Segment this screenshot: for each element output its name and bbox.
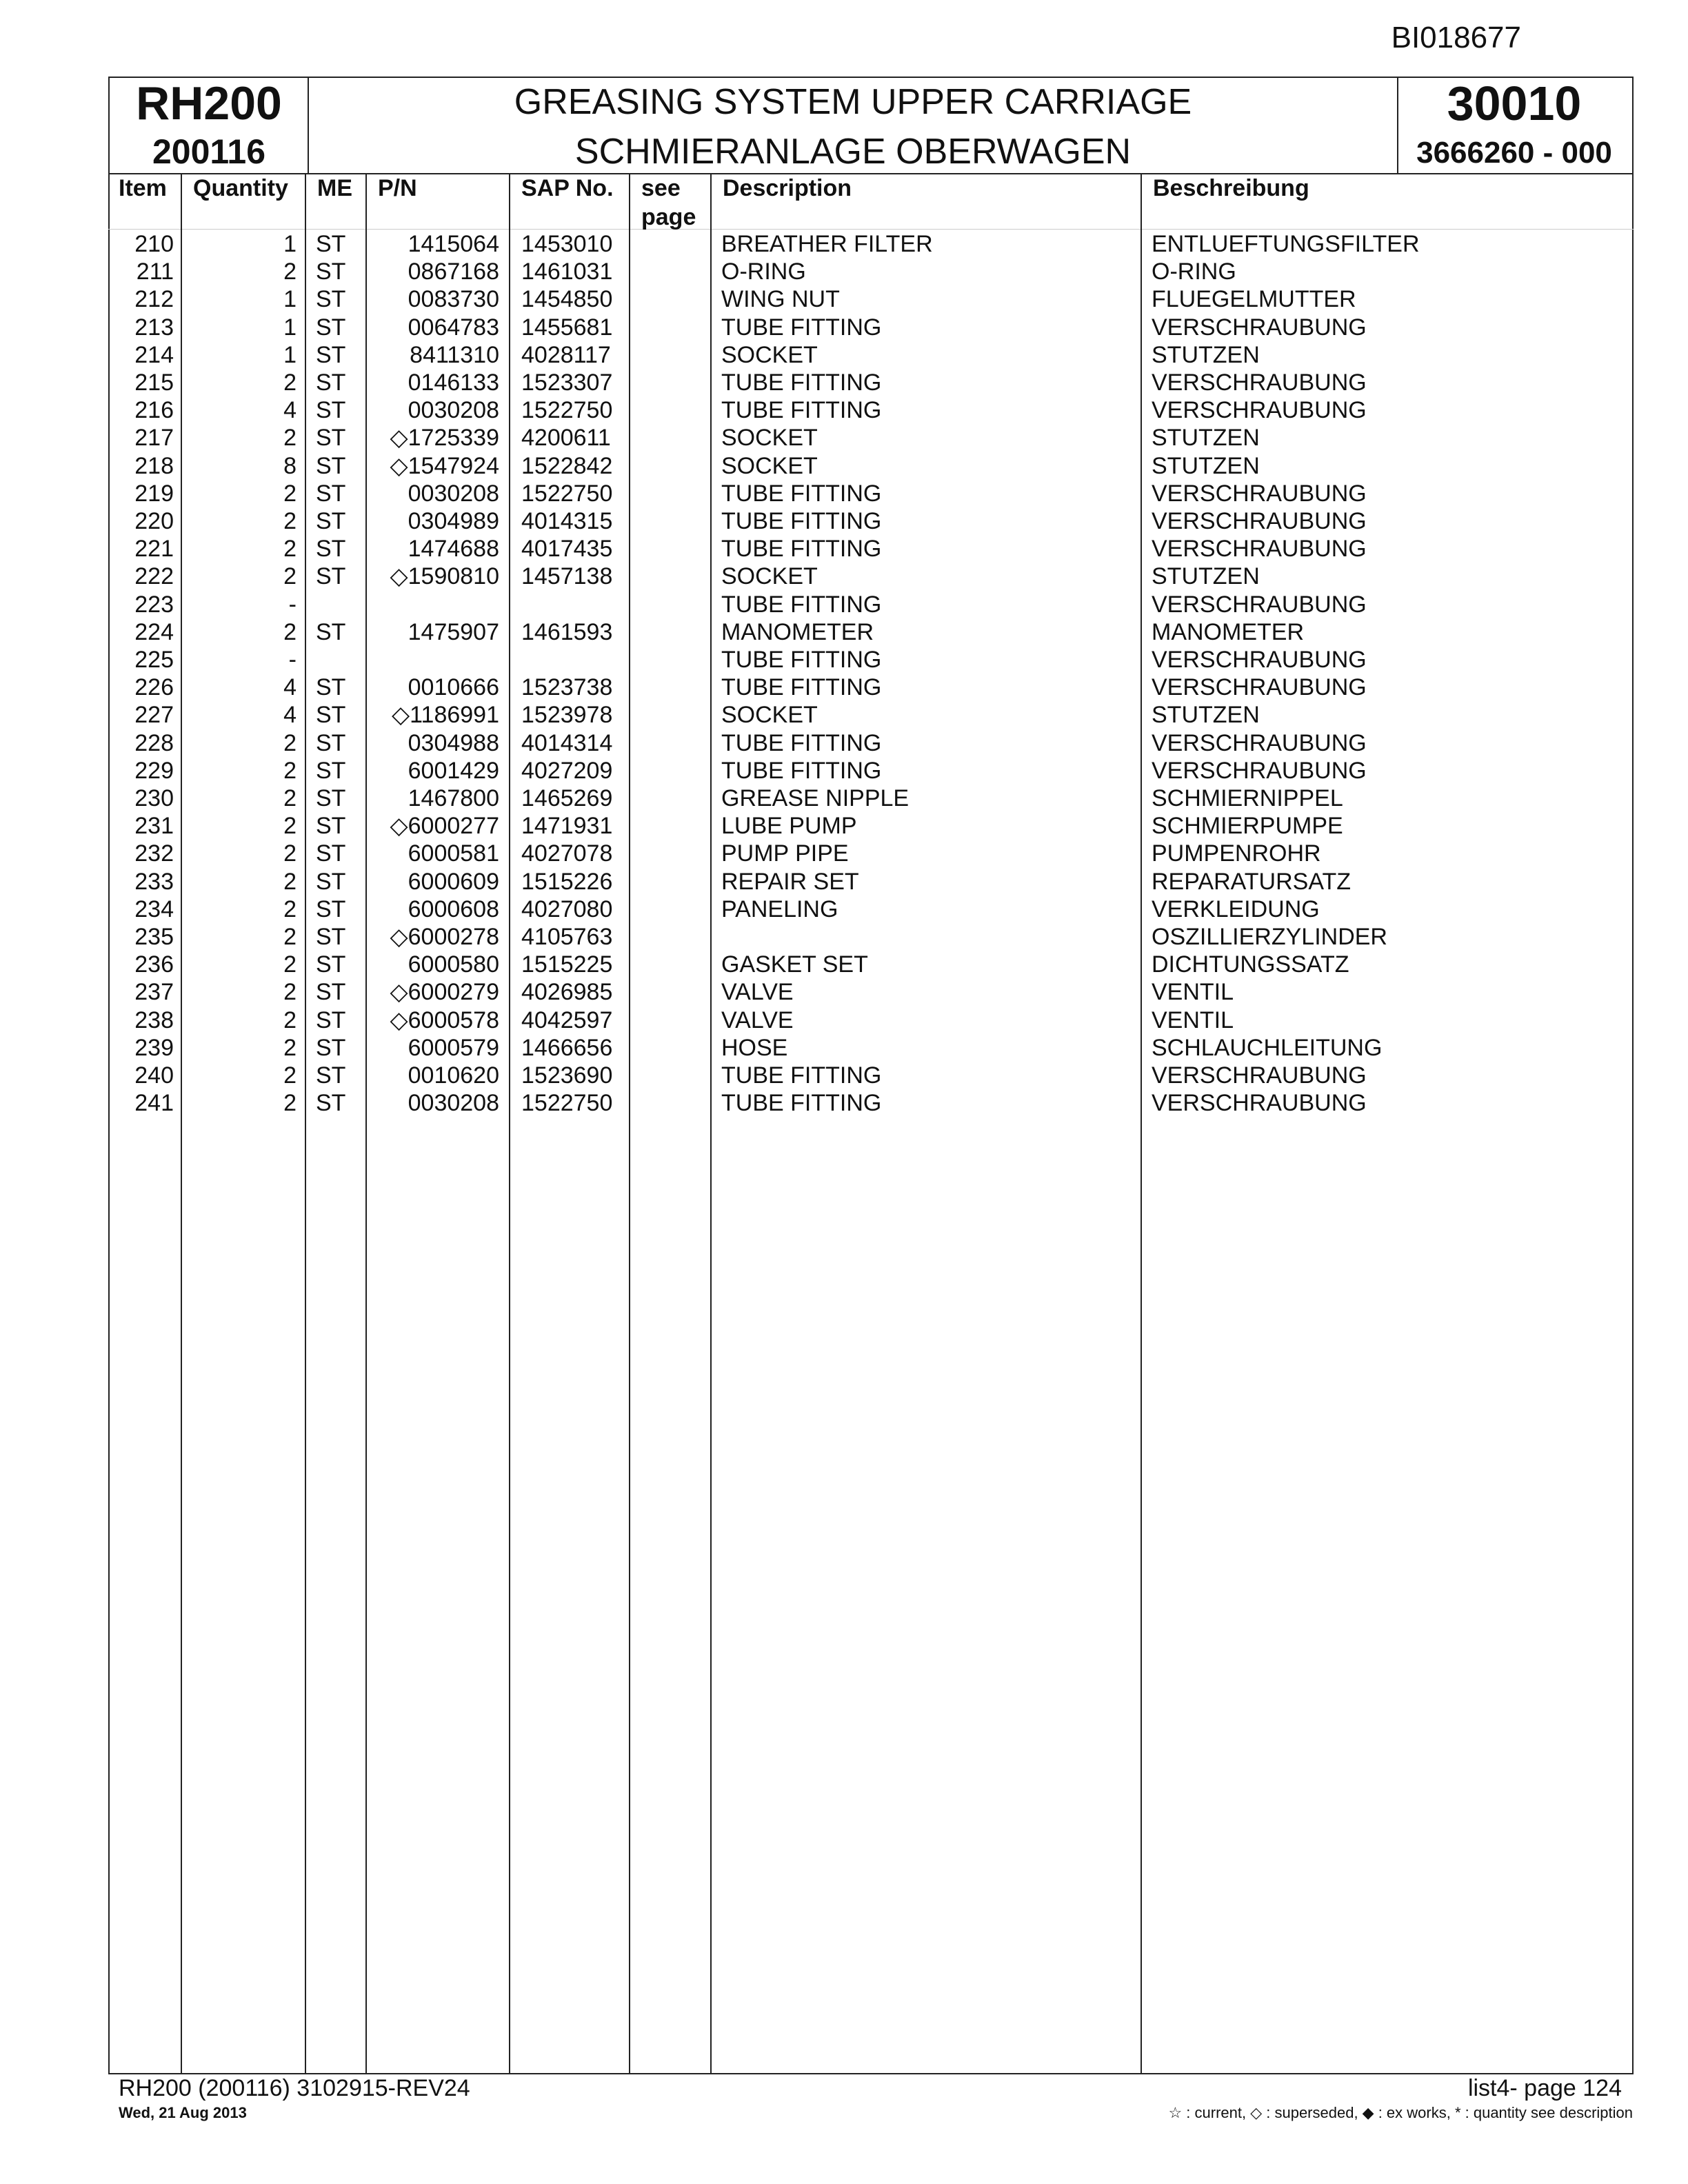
cell-beschreibung: PUMPENROHR <box>1152 840 1321 867</box>
cell-item: 226 <box>134 674 174 701</box>
cell-me: ST <box>316 314 346 341</box>
cell-pn: 0064783 <box>408 314 499 341</box>
cell-item: 223 <box>134 591 174 618</box>
cell-quantity: 2 <box>283 924 297 950</box>
cell-item: 231 <box>134 813 174 840</box>
column-divider <box>629 174 630 2074</box>
cell-beschreibung: VERSCHRAUBUNG <box>1152 1062 1367 1089</box>
cell-me: ST <box>316 286 346 313</box>
footer-date: Wed, 21 Aug 2013 <box>119 2104 247 2121</box>
cell-me: ST <box>316 508 346 534</box>
cell-sap: 4027209 <box>521 757 613 784</box>
cell-item: 219 <box>134 480 174 507</box>
cell-sap: 1522750 <box>521 397 613 424</box>
cell-sap: 1466656 <box>521 1034 613 1061</box>
cell-me: ST <box>316 951 346 978</box>
cell-me: ST <box>316 1007 346 1033</box>
cell-item: 232 <box>134 840 174 867</box>
cell-quantity: 2 <box>283 757 297 784</box>
cell-sap: 4027078 <box>521 840 613 867</box>
cell-beschreibung: O-RING <box>1152 259 1236 285</box>
cell-sap: 1453010 <box>521 231 613 257</box>
cell-description: SOCKET <box>721 452 818 479</box>
cell-quantity: 2 <box>283 1090 297 1117</box>
cell-pn: 0030208 <box>408 1090 499 1117</box>
cell-description: SOCKET <box>721 702 818 729</box>
cell-sap: 1522750 <box>521 1090 613 1117</box>
cell-me: ST <box>316 868 346 895</box>
cell-item: 230 <box>134 785 174 811</box>
cell-beschreibung: STUTZEN <box>1152 452 1260 479</box>
cell-me: ST <box>316 813 346 840</box>
cell-pn: 8411310 <box>410 341 499 368</box>
cell-quantity: 2 <box>283 979 297 1006</box>
cell-description: TUBE FITTING <box>721 757 882 784</box>
group-number: 30010 <box>1447 77 1582 130</box>
cell-sap: 1455681 <box>521 314 613 341</box>
cell-beschreibung: VERSCHRAUBUNG <box>1152 370 1367 396</box>
cell-beschreibung: VERSCHRAUBUNG <box>1152 536 1367 563</box>
cell-pn: 6000609 <box>408 868 499 895</box>
cell-pn: ◇6000578 <box>390 1007 499 1033</box>
cell-sap: 1523738 <box>521 674 613 701</box>
cell-beschreibung: VERSCHRAUBUNG <box>1152 729 1367 756</box>
cell-quantity: 2 <box>283 508 297 534</box>
cell-me: ST <box>316 480 346 507</box>
cell-description: WING NUT <box>721 286 840 313</box>
model-serial: 200116 <box>152 132 266 171</box>
cell-quantity: - <box>288 591 297 618</box>
cell-quantity: 1 <box>283 314 297 341</box>
cell-me: ST <box>316 536 346 563</box>
model-name: RH200 <box>136 77 282 130</box>
document-id: BI018677 <box>1391 21 1521 54</box>
cell-description: HOSE <box>721 1034 788 1061</box>
cell-quantity: 4 <box>283 397 297 424</box>
cell-pn: 6000580 <box>408 951 499 978</box>
cell-beschreibung: STUTZEN <box>1152 425 1260 452</box>
cell-description: GASKET SET <box>721 951 868 978</box>
cell-description: MANOMETER <box>721 618 874 645</box>
cell-beschreibung: SCHMIERPUMPE <box>1152 813 1343 840</box>
cell-sap: 1515226 <box>521 868 613 895</box>
cell-beschreibung: ENTLUEFTUNGSFILTER <box>1152 231 1420 257</box>
cell-beschreibung: VERSCHRAUBUNG <box>1152 757 1367 784</box>
column-header-page: page <box>641 204 696 230</box>
cell-beschreibung: REPARATURSATZ <box>1152 868 1352 895</box>
cell-quantity: 2 <box>283 951 297 978</box>
cell-sap: 1515225 <box>521 951 613 978</box>
cell-description: TUBE FITTING <box>721 508 882 534</box>
cell-pn: 6000579 <box>408 1034 499 1061</box>
footer-page-number: list4- page 124 <box>1467 2075 1622 2101</box>
cell-description: TUBE FITTING <box>721 314 882 341</box>
cell-me: ST <box>316 452 346 479</box>
cell-beschreibung: VERSCHRAUBUNG <box>1152 647 1367 673</box>
cell-me: ST <box>316 618 346 645</box>
cell-pn: 1467800 <box>408 785 499 811</box>
cell-description: TUBE FITTING <box>721 1090 882 1117</box>
cell-beschreibung: VERSCHRAUBUNG <box>1152 508 1367 534</box>
cell-description: TUBE FITTING <box>721 397 882 424</box>
cell-pn: ◇1590810 <box>390 563 499 590</box>
cell-me: ST <box>316 840 346 867</box>
cell-sap: 4014314 <box>521 729 613 756</box>
cell-quantity: 2 <box>283 480 297 507</box>
cell-sap: 1457138 <box>521 563 613 590</box>
cell-beschreibung: DICHTUNGSSATZ <box>1152 951 1349 978</box>
cell-description: SOCKET <box>721 563 818 590</box>
cell-pn: 6001429 <box>408 757 499 784</box>
cell-item: 238 <box>134 1007 174 1033</box>
column-header-line <box>108 229 1634 230</box>
cell-description: REPAIR SET <box>721 868 859 895</box>
cell-quantity: 2 <box>283 536 297 563</box>
cell-pn: 0010620 <box>408 1062 499 1089</box>
cell-description: SOCKET <box>721 341 818 368</box>
cell-pn: ◇6000277 <box>390 813 499 840</box>
cell-sap: 1465269 <box>521 785 613 811</box>
cell-description: SOCKET <box>721 425 818 452</box>
cell-item: 240 <box>134 1062 174 1089</box>
cell-pn: 6000581 <box>408 840 499 867</box>
cell-description: PUMP PIPE <box>721 840 849 867</box>
cell-quantity: 8 <box>283 452 297 479</box>
cell-quantity: 2 <box>283 425 297 452</box>
cell-quantity: 1 <box>283 286 297 313</box>
cell-pn: ◇1186991 <box>392 702 499 729</box>
cell-pn: ◇1725339 <box>390 425 499 452</box>
cell-quantity: 2 <box>283 729 297 756</box>
cell-item: 228 <box>134 729 174 756</box>
footer-legend: ☆ : current, ◇ : superseded, ◆ : ex works, * : quantity see description <box>1168 2104 1633 2121</box>
column-divider <box>305 174 306 2074</box>
column-divider <box>710 174 712 2074</box>
column-header-see: see <box>641 175 681 201</box>
cell-me: ST <box>316 1034 346 1061</box>
cell-sap: 4017435 <box>521 536 613 563</box>
cell-beschreibung: STUTZEN <box>1152 341 1260 368</box>
cell-sap: 4042597 <box>521 1007 613 1033</box>
cell-description: TUBE FITTING <box>721 536 882 563</box>
cell-me: ST <box>316 231 346 257</box>
cell-item: 237 <box>134 979 174 1006</box>
cell-pn: 0010666 <box>408 674 499 701</box>
cell-quantity: - <box>288 647 297 673</box>
cell-beschreibung: VERSCHRAUBUNG <box>1152 397 1367 424</box>
cell-description: BREATHER FILTER <box>721 231 933 257</box>
cell-description: O-RING <box>721 259 806 285</box>
cell-item: 229 <box>134 757 174 784</box>
cell-description: GREASE NIPPLE <box>721 785 910 811</box>
cell-beschreibung: VERSCHRAUBUNG <box>1152 480 1367 507</box>
cell-quantity: 2 <box>283 868 297 895</box>
cell-item: 210 <box>134 231 174 257</box>
cell-me: ST <box>316 729 346 756</box>
column-divider <box>509 174 510 2074</box>
cell-sap: 1523690 <box>521 1062 613 1089</box>
cell-pn: ◇6000278 <box>390 924 499 950</box>
column-divider <box>1141 174 1142 2074</box>
cell-beschreibung: VERSCHRAUBUNG <box>1152 314 1367 341</box>
cell-beschreibung: STUTZEN <box>1152 563 1260 590</box>
cell-beschreibung: SCHLAUCHLEITUNG <box>1152 1034 1383 1061</box>
cell-quantity: 1 <box>283 231 297 257</box>
footer-document-ref: RH200 (200116) 3102915-REV24 <box>119 2075 470 2101</box>
cell-pn: 0146133 <box>408 370 499 396</box>
cell-item: 239 <box>134 1034 174 1061</box>
cell-quantity: 2 <box>283 563 297 590</box>
cell-me: ST <box>316 370 346 396</box>
cell-quantity: 2 <box>283 618 297 645</box>
cell-sap: 4200611 <box>521 425 611 452</box>
cell-item: 218 <box>134 452 174 479</box>
column-header-quantity: Quantity <box>193 175 288 201</box>
cell-item: 213 <box>134 314 174 341</box>
cell-me: ST <box>316 924 346 950</box>
cell-quantity: 2 <box>283 840 297 867</box>
cell-pn: 1475907 <box>408 618 499 645</box>
column-header-item: Item <box>119 175 167 201</box>
cell-sap: 1522750 <box>521 480 613 507</box>
cell-description: TUBE FITTING <box>721 591 882 618</box>
cell-sap: 4026985 <box>521 979 613 1006</box>
cell-beschreibung: VERSCHRAUBUNG <box>1152 674 1367 701</box>
cell-item: 224 <box>134 618 174 645</box>
column-header-me: ME <box>317 175 352 201</box>
cell-me: ST <box>316 341 346 368</box>
cell-pn: 6000608 <box>408 896 499 922</box>
cell-quantity: 2 <box>283 813 297 840</box>
cell-beschreibung: OSZILLIERZYLINDER <box>1152 924 1387 950</box>
cell-sap: 4027080 <box>521 896 613 922</box>
cell-me: ST <box>316 1090 346 1117</box>
cell-beschreibung: VERKLEIDUNG <box>1152 896 1320 922</box>
cell-quantity: 2 <box>283 370 297 396</box>
cell-pn: 1415064 <box>408 231 499 257</box>
cell-description: TUBE FITTING <box>721 647 882 673</box>
cell-description: PANELING <box>721 896 838 922</box>
cell-sap: 1523978 <box>521 702 613 729</box>
cell-quantity: 2 <box>283 896 297 922</box>
cell-me: ST <box>316 397 346 424</box>
cell-quantity: 2 <box>283 259 297 285</box>
cell-item: 212 <box>134 286 174 313</box>
cell-description: VALVE <box>721 1007 794 1033</box>
cell-pn: 0030208 <box>408 397 499 424</box>
cell-sap: 4014315 <box>521 508 613 534</box>
cell-me: ST <box>316 425 346 452</box>
cell-quantity: 2 <box>283 1007 297 1033</box>
cell-beschreibung: VERSCHRAUBUNG <box>1152 1090 1367 1117</box>
cell-quantity: 2 <box>283 1034 297 1061</box>
cell-item: 233 <box>134 868 174 895</box>
cell-item: 221 <box>134 536 174 563</box>
cell-item: 235 <box>134 924 174 950</box>
cell-pn: ◇1547924 <box>390 452 499 479</box>
cell-description: TUBE FITTING <box>721 729 882 756</box>
cell-pn: 1474688 <box>408 536 499 563</box>
cell-sap: 1522842 <box>521 452 613 479</box>
cell-me: ST <box>316 563 346 590</box>
cell-description: TUBE FITTING <box>721 1062 882 1089</box>
cell-beschreibung: SCHMIERNIPPEL <box>1152 785 1343 811</box>
cell-beschreibung: VENTIL <box>1152 1007 1234 1033</box>
cell-me: ST <box>316 259 346 285</box>
cell-sap: 4105763 <box>521 924 613 950</box>
title-german: SCHMIERANLAGE OBERWAGEN <box>574 132 1132 172</box>
cell-item: 220 <box>134 508 174 534</box>
cell-item: 234 <box>134 896 174 922</box>
cell-description: TUBE FITTING <box>721 480 882 507</box>
cell-pn: 0083730 <box>408 286 499 313</box>
cell-quantity: 2 <box>283 1062 297 1089</box>
cell-sap: 1461031 <box>521 259 613 285</box>
cell-item: 215 <box>134 370 174 396</box>
cell-me: ST <box>316 702 346 729</box>
cell-pn: 0867168 <box>408 259 499 285</box>
cell-item: 217 <box>134 425 174 452</box>
cell-sap: 1461593 <box>521 618 613 645</box>
cell-sap: 1471931 <box>521 813 613 840</box>
cell-quantity: 4 <box>283 674 297 701</box>
cell-beschreibung: STUTZEN <box>1152 702 1260 729</box>
cell-me: ST <box>316 896 346 922</box>
title-english: GREASING SYSTEM UPPER CARRIAGE <box>514 82 1192 122</box>
group-sub-number: 3666260 - 000 <box>1416 136 1612 170</box>
cell-sap: 1454850 <box>521 286 613 313</box>
cell-description: VALVE <box>721 979 794 1006</box>
cell-quantity: 1 <box>283 341 297 368</box>
cell-me: ST <box>316 785 346 811</box>
column-header-sap: SAP No. <box>521 175 614 201</box>
column-header-description: Description <box>723 175 852 201</box>
cell-description: LUBE PUMP <box>721 813 857 840</box>
cell-pn: 0304988 <box>408 729 499 756</box>
cell-pn: 0304989 <box>408 508 499 534</box>
cell-me: ST <box>316 1062 346 1089</box>
cell-item: 236 <box>134 951 174 978</box>
cell-description: TUBE FITTING <box>721 370 882 396</box>
cell-pn: ◇6000279 <box>390 979 499 1006</box>
cell-pn: 0030208 <box>408 480 499 507</box>
cell-sap: 1523307 <box>521 370 613 396</box>
cell-sap: 4028117 <box>521 341 611 368</box>
cell-item: 241 <box>134 1090 174 1117</box>
cell-beschreibung: VENTIL <box>1152 979 1234 1006</box>
cell-item: 211 <box>136 259 174 285</box>
cell-me: ST <box>316 674 346 701</box>
cell-item: 216 <box>134 397 174 424</box>
cell-item: 227 <box>134 702 174 729</box>
cell-item: 225 <box>134 647 174 673</box>
cell-me: ST <box>316 757 346 784</box>
cell-quantity: 4 <box>283 702 297 729</box>
cell-description: TUBE FITTING <box>721 674 882 701</box>
column-header-beschreibung: Beschreibung <box>1153 175 1309 201</box>
cell-beschreibung: VERSCHRAUBUNG <box>1152 591 1367 618</box>
cell-beschreibung: MANOMETER <box>1152 618 1304 645</box>
cell-item: 214 <box>134 341 174 368</box>
cell-item: 222 <box>134 563 174 590</box>
cell-quantity: 2 <box>283 785 297 811</box>
cell-beschreibung: FLUEGELMUTTER <box>1152 286 1356 313</box>
column-header-pn: P/N <box>378 175 417 201</box>
cell-me: ST <box>316 979 346 1006</box>
